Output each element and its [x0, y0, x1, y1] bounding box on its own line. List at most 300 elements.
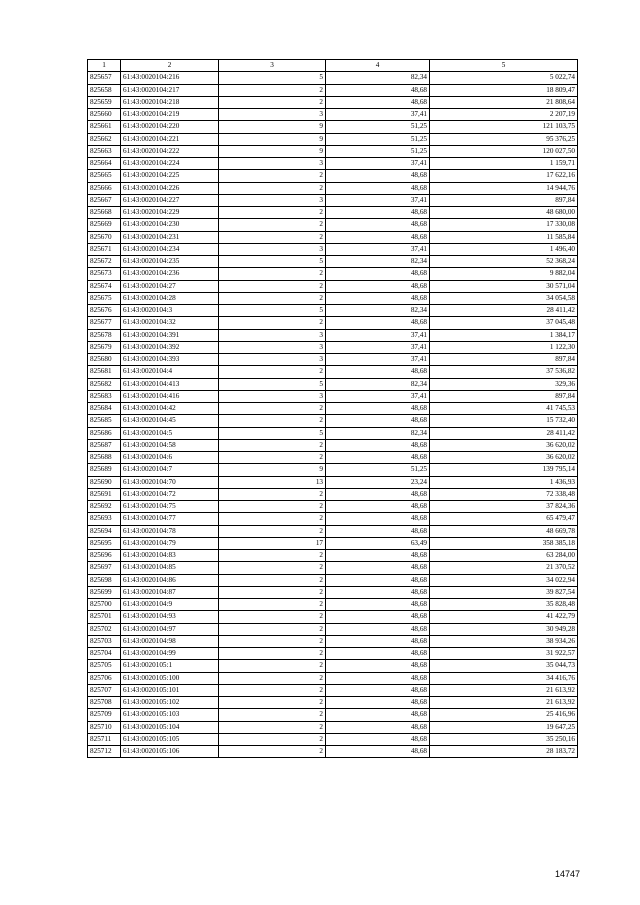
value-cell: 39 827,54	[430, 586, 578, 598]
row-number-cell: 825691	[88, 488, 121, 500]
value-cell: 37 536,82	[430, 366, 578, 378]
rate-cell: 48,68	[326, 525, 430, 537]
table-row	[88, 427, 578, 439]
category-cell: 2	[219, 207, 326, 219]
rate-cell: 37,41	[326, 354, 430, 366]
table-row	[88, 611, 578, 623]
data-table	[87, 59, 578, 758]
category-cell: 2	[219, 366, 326, 378]
table-row	[88, 366, 578, 378]
value-cell: 21 613,92	[430, 697, 578, 709]
rate-cell: 48,68	[326, 611, 430, 623]
row-number-cell: 825665	[88, 170, 121, 182]
row-number-cell: 825687	[88, 439, 121, 451]
row-number-cell: 825706	[88, 672, 121, 684]
category-cell: 2	[219, 231, 326, 243]
table-row	[88, 268, 578, 280]
row-number-cell: 825689	[88, 464, 121, 476]
row-number-cell: 825684	[88, 403, 121, 415]
cadastral-number-cell: 61:43:0020104:9	[121, 599, 219, 611]
value-cell: 17 330,08	[430, 219, 578, 231]
row-number-cell: 825710	[88, 721, 121, 733]
cadastral-number-cell: 61:43:0020104:222	[121, 145, 219, 157]
table-row	[88, 341, 578, 353]
value-cell: 48 669,78	[430, 525, 578, 537]
cadastral-number-cell: 61:43:0020104:72	[121, 488, 219, 500]
row-number-cell: 825679	[88, 341, 121, 353]
row-number-cell: 825701	[88, 611, 121, 623]
cadastral-number-cell: 61:43:0020104:220	[121, 121, 219, 133]
value-cell: 25 416,96	[430, 709, 578, 721]
table-row	[88, 476, 578, 488]
category-cell: 5	[219, 378, 326, 390]
rate-cell: 48,68	[326, 501, 430, 513]
cadastral-number-cell: 61:43:0020104:85	[121, 562, 219, 574]
value-cell: 41 745,53	[430, 403, 578, 415]
value-cell: 38 934,26	[430, 635, 578, 647]
cadastral-number-cell: 61:43:0020104:99	[121, 648, 219, 660]
table-row	[88, 158, 578, 170]
table-row	[88, 721, 578, 733]
category-cell: 3	[219, 243, 326, 255]
row-number-cell: 825700	[88, 599, 121, 611]
row-number-cell: 825694	[88, 525, 121, 537]
rate-cell: 48,68	[326, 746, 430, 758]
row-number-cell: 825678	[88, 329, 121, 341]
value-cell: 21 808,64	[430, 96, 578, 108]
row-number-cell: 825673	[88, 268, 121, 280]
row-number-cell: 825659	[88, 96, 121, 108]
table-row	[88, 292, 578, 304]
category-cell: 2	[219, 84, 326, 96]
category-cell: 2	[219, 268, 326, 280]
category-cell: 5	[219, 427, 326, 439]
value-cell: 63 284,00	[430, 550, 578, 562]
rate-cell: 51,25	[326, 145, 430, 157]
table-row	[88, 672, 578, 684]
value-cell: 121 103,75	[430, 121, 578, 133]
value-cell: 19 647,25	[430, 721, 578, 733]
rate-cell: 48,68	[326, 219, 430, 231]
category-cell: 2	[219, 697, 326, 709]
value-cell: 52 368,24	[430, 256, 578, 268]
cadastral-number-cell: 61:43:0020105:102	[121, 697, 219, 709]
table-row	[88, 550, 578, 562]
value-cell: 17 622,16	[430, 170, 578, 182]
rate-cell: 48,68	[326, 574, 430, 586]
cadastral-number-cell: 61:43:0020104:224	[121, 158, 219, 170]
table-row	[88, 96, 578, 108]
row-number-cell: 825663	[88, 145, 121, 157]
row-number-cell: 825709	[88, 709, 121, 721]
value-cell: 36 620,02	[430, 439, 578, 451]
value-cell: 35 828,48	[430, 599, 578, 611]
category-cell: 2	[219, 403, 326, 415]
value-cell: 9 882,04	[430, 268, 578, 280]
table-row	[88, 562, 578, 574]
table-row	[88, 574, 578, 586]
rate-cell: 48,68	[326, 439, 430, 451]
column-header-2: 2	[121, 60, 219, 72]
cadastral-number-cell: 61:43:0020104:6	[121, 452, 219, 464]
rate-cell: 48,68	[326, 623, 430, 635]
value-cell: 41 422,79	[430, 611, 578, 623]
column-header-1: 1	[88, 60, 121, 72]
table-row	[88, 501, 578, 513]
table-row	[88, 182, 578, 194]
value-cell: 65 479,47	[430, 513, 578, 525]
value-cell: 329,36	[430, 378, 578, 390]
rate-cell: 48,68	[326, 317, 430, 329]
row-number-cell: 825661	[88, 121, 121, 133]
row-number-cell: 825683	[88, 390, 121, 402]
row-number-cell: 825674	[88, 280, 121, 292]
category-cell: 2	[219, 635, 326, 647]
value-cell: 30 571,04	[430, 280, 578, 292]
row-number-cell: 825681	[88, 366, 121, 378]
value-cell: 72 338,48	[430, 488, 578, 500]
cadastral-number-cell: 61:43:0020104:217	[121, 84, 219, 96]
category-cell: 2	[219, 452, 326, 464]
rate-cell: 37,41	[326, 243, 430, 255]
rate-cell: 48,68	[326, 697, 430, 709]
category-cell: 2	[219, 562, 326, 574]
cadastral-number-cell: 61:43:0020104:225	[121, 170, 219, 182]
category-cell: 2	[219, 586, 326, 598]
cadastral-number-cell: 61:43:0020104:413	[121, 378, 219, 390]
row-number-cell: 825707	[88, 684, 121, 696]
row-number-cell: 825696	[88, 550, 121, 562]
table-row	[88, 709, 578, 721]
category-cell: 2	[219, 623, 326, 635]
value-cell: 28 183,72	[430, 746, 578, 758]
table-row	[88, 403, 578, 415]
cadastral-number-cell: 61:43:0020104:221	[121, 133, 219, 145]
category-cell: 2	[219, 317, 326, 329]
cadastral-number-cell: 61:43:0020105:103	[121, 709, 219, 721]
cadastral-number-cell: 61:43:0020105:1	[121, 660, 219, 672]
rate-cell: 48,68	[326, 672, 430, 684]
value-cell: 139 795,14	[430, 464, 578, 476]
table-row	[88, 488, 578, 500]
row-number-cell: 825693	[88, 513, 121, 525]
category-cell: 2	[219, 96, 326, 108]
cadastral-number-cell: 61:43:0020104:219	[121, 109, 219, 121]
cadastral-number-cell: 61:43:0020104:86	[121, 574, 219, 586]
table-row	[88, 378, 578, 390]
table-row	[88, 231, 578, 243]
cadastral-number-cell: 61:43:0020104:234	[121, 243, 219, 255]
value-cell: 36 620,02	[430, 452, 578, 464]
category-cell: 17	[219, 537, 326, 549]
row-number-cell: 825692	[88, 501, 121, 513]
rate-cell: 48,68	[326, 648, 430, 660]
row-number-cell: 825705	[88, 660, 121, 672]
rate-cell: 51,25	[326, 133, 430, 145]
value-cell: 34 054,58	[430, 292, 578, 304]
value-cell: 34 416,76	[430, 672, 578, 684]
table-row	[88, 452, 578, 464]
category-cell: 2	[219, 170, 326, 182]
rate-cell: 48,68	[326, 292, 430, 304]
value-cell: 48 680,00	[430, 207, 578, 219]
cadastral-number-cell: 61:43:0020104:236	[121, 268, 219, 280]
rate-cell: 37,41	[326, 341, 430, 353]
rate-cell: 23,24	[326, 476, 430, 488]
category-cell: 2	[219, 611, 326, 623]
rate-cell: 37,41	[326, 390, 430, 402]
table-row	[88, 207, 578, 219]
rate-cell: 82,34	[326, 305, 430, 317]
cadastral-number-cell: 61:43:0020104:58	[121, 439, 219, 451]
row-number-cell: 825704	[88, 648, 121, 660]
cadastral-number-cell: 61:43:0020104:45	[121, 415, 219, 427]
cadastral-number-cell: 61:43:0020105:104	[121, 721, 219, 733]
row-number-cell: 825699	[88, 586, 121, 598]
row-number-cell: 825690	[88, 476, 121, 488]
category-cell: 2	[219, 219, 326, 231]
cadastral-number-cell: 61:43:0020104:229	[121, 207, 219, 219]
row-number-cell: 825688	[88, 452, 121, 464]
row-number-cell: 825675	[88, 292, 121, 304]
table-row	[88, 194, 578, 206]
value-cell: 1 496,40	[430, 243, 578, 255]
rate-cell: 48,68	[326, 513, 430, 525]
row-number-cell: 825669	[88, 219, 121, 231]
category-cell: 2	[219, 439, 326, 451]
table-row	[88, 305, 578, 317]
rate-cell: 48,68	[326, 562, 430, 574]
category-cell: 9	[219, 121, 326, 133]
cadastral-number-cell: 61:43:0020104:75	[121, 501, 219, 513]
table-row	[88, 317, 578, 329]
rate-cell: 48,68	[326, 280, 430, 292]
row-number-cell: 825666	[88, 182, 121, 194]
rate-cell: 82,34	[326, 427, 430, 439]
cadastral-number-cell: 61:43:0020104:28	[121, 292, 219, 304]
cadastral-number-cell: 61:43:0020104:3	[121, 305, 219, 317]
rate-cell: 48,68	[326, 586, 430, 598]
value-cell: 897,84	[430, 390, 578, 402]
row-number-cell: 825657	[88, 72, 121, 84]
rate-cell: 51,25	[326, 464, 430, 476]
value-cell: 15 732,40	[430, 415, 578, 427]
row-number-cell: 825682	[88, 378, 121, 390]
rate-cell: 48,68	[326, 452, 430, 464]
category-cell: 2	[219, 488, 326, 500]
table-row	[88, 329, 578, 341]
table-row	[88, 280, 578, 292]
table-row	[88, 660, 578, 672]
table-row	[88, 733, 578, 745]
category-cell: 2	[219, 746, 326, 758]
row-number-cell: 825677	[88, 317, 121, 329]
rate-cell: 48,68	[326, 415, 430, 427]
row-number-cell: 825658	[88, 84, 121, 96]
value-cell: 1 436,93	[430, 476, 578, 488]
rate-cell: 37,41	[326, 158, 430, 170]
value-cell: 35 044,73	[430, 660, 578, 672]
table-row	[88, 697, 578, 709]
category-cell: 2	[219, 501, 326, 513]
rate-cell: 48,68	[326, 366, 430, 378]
rate-cell: 37,41	[326, 329, 430, 341]
category-cell: 2	[219, 709, 326, 721]
category-cell: 2	[219, 733, 326, 745]
cadastral-number-cell: 61:43:0020104:218	[121, 96, 219, 108]
row-number-cell: 825664	[88, 158, 121, 170]
row-number-cell: 825711	[88, 733, 121, 745]
value-cell: 897,84	[430, 194, 578, 206]
category-cell: 5	[219, 256, 326, 268]
category-cell: 2	[219, 182, 326, 194]
rate-cell: 48,68	[326, 182, 430, 194]
table-row	[88, 390, 578, 402]
category-cell: 9	[219, 133, 326, 145]
row-number-cell: 825708	[88, 697, 121, 709]
value-cell: 1 159,71	[430, 158, 578, 170]
cadastral-number-cell: 61:43:0020104:392	[121, 341, 219, 353]
table-row	[88, 72, 578, 84]
row-number-cell: 825686	[88, 427, 121, 439]
cadastral-number-cell: 61:43:0020104:79	[121, 537, 219, 549]
cadastral-number-cell: 61:43:0020104:77	[121, 513, 219, 525]
cadastral-number-cell: 61:43:0020104:230	[121, 219, 219, 231]
row-number-cell: 825702	[88, 623, 121, 635]
rate-cell: 48,68	[326, 207, 430, 219]
rate-cell: 37,41	[326, 194, 430, 206]
row-number-cell: 825712	[88, 746, 121, 758]
rate-cell: 82,34	[326, 72, 430, 84]
table-row	[88, 537, 578, 549]
rate-cell: 48,68	[326, 96, 430, 108]
category-cell: 2	[219, 599, 326, 611]
table-row	[88, 84, 578, 96]
rate-cell: 48,68	[326, 599, 430, 611]
cadastral-number-cell: 61:43:0020104:227	[121, 194, 219, 206]
value-cell: 11 585,84	[430, 231, 578, 243]
cadastral-number-cell: 61:43:0020104:393	[121, 354, 219, 366]
row-number-cell: 825680	[88, 354, 121, 366]
rate-cell: 48,68	[326, 660, 430, 672]
category-cell: 3	[219, 158, 326, 170]
page-number: 14747	[555, 869, 581, 879]
cadastral-number-cell: 61:43:0020104:4	[121, 366, 219, 378]
category-cell: 3	[219, 109, 326, 121]
category-cell: 2	[219, 660, 326, 672]
table-row	[88, 170, 578, 182]
value-cell: 35 250,16	[430, 733, 578, 745]
row-number-cell: 825671	[88, 243, 121, 255]
category-cell: 2	[219, 550, 326, 562]
table-row	[88, 133, 578, 145]
row-number-cell: 825672	[88, 256, 121, 268]
category-cell: 2	[219, 672, 326, 684]
cadastral-number-cell: 61:43:0020104:7	[121, 464, 219, 476]
cadastral-number-cell: 61:43:0020104:78	[121, 525, 219, 537]
table-header-row	[88, 60, 578, 72]
cadastral-number-cell: 61:43:0020105:106	[121, 746, 219, 758]
cadastral-number-cell: 61:43:0020104:70	[121, 476, 219, 488]
cadastral-number-cell: 61:43:0020104:27	[121, 280, 219, 292]
cadastral-number-cell: 61:43:0020104:83	[121, 550, 219, 562]
table-row	[88, 599, 578, 611]
cadastral-number-cell: 61:43:0020104:235	[121, 256, 219, 268]
category-cell: 2	[219, 280, 326, 292]
value-cell: 31 922,57	[430, 648, 578, 660]
table-row	[88, 525, 578, 537]
cadastral-number-cell: 61:43:0020104:87	[121, 586, 219, 598]
category-cell: 2	[219, 513, 326, 525]
category-cell: 3	[219, 341, 326, 353]
rate-cell: 48,68	[326, 231, 430, 243]
row-number-cell: 825660	[88, 109, 121, 121]
table-row	[88, 684, 578, 696]
value-cell: 1 384,17	[430, 329, 578, 341]
row-number-cell: 825670	[88, 231, 121, 243]
value-cell: 95 376,25	[430, 133, 578, 145]
cadastral-number-cell: 61:43:0020104:97	[121, 623, 219, 635]
rate-cell: 37,41	[326, 109, 430, 121]
rate-cell: 82,34	[326, 378, 430, 390]
value-cell: 37 824,36	[430, 501, 578, 513]
rate-cell: 48,68	[326, 733, 430, 745]
row-number-cell: 825668	[88, 207, 121, 219]
category-cell: 3	[219, 194, 326, 206]
row-number-cell: 825667	[88, 194, 121, 206]
rate-cell: 48,68	[326, 550, 430, 562]
table-row	[88, 219, 578, 231]
cadastral-number-cell: 61:43:0020105:101	[121, 684, 219, 696]
cadastral-number-cell: 61:43:0020105:100	[121, 672, 219, 684]
category-cell: 5	[219, 72, 326, 84]
table-row	[88, 586, 578, 598]
category-cell: 9	[219, 145, 326, 157]
row-number-cell: 825695	[88, 537, 121, 549]
table-row	[88, 354, 578, 366]
table-row	[88, 746, 578, 758]
value-cell: 21 370,52	[430, 562, 578, 574]
cadastral-number-cell: 61:43:0020104:216	[121, 72, 219, 84]
rate-cell: 48,68	[326, 268, 430, 280]
table-row	[88, 635, 578, 647]
value-cell: 28 411,42	[430, 305, 578, 317]
table-row	[88, 648, 578, 660]
table-body	[88, 72, 578, 758]
category-cell: 5	[219, 305, 326, 317]
rate-cell: 63,49	[326, 537, 430, 549]
rate-cell: 48,68	[326, 170, 430, 182]
cadastral-number-cell: 61:43:0020105:105	[121, 733, 219, 745]
value-cell: 21 613,92	[430, 684, 578, 696]
rate-cell: 48,68	[326, 721, 430, 733]
category-cell: 2	[219, 574, 326, 586]
cadastral-number-cell: 61:43:0020104:416	[121, 390, 219, 402]
cadastral-number-cell: 61:43:0020104:231	[121, 231, 219, 243]
row-number-cell: 825703	[88, 635, 121, 647]
value-cell: 34 022,94	[430, 574, 578, 586]
category-cell: 3	[219, 329, 326, 341]
rate-cell: 48,68	[326, 403, 430, 415]
value-cell: 18 809,47	[430, 84, 578, 96]
table-row	[88, 464, 578, 476]
row-number-cell: 825685	[88, 415, 121, 427]
table-row	[88, 513, 578, 525]
column-header-3: 3	[219, 60, 326, 72]
category-cell: 2	[219, 292, 326, 304]
table-row	[88, 121, 578, 133]
category-cell: 9	[219, 464, 326, 476]
